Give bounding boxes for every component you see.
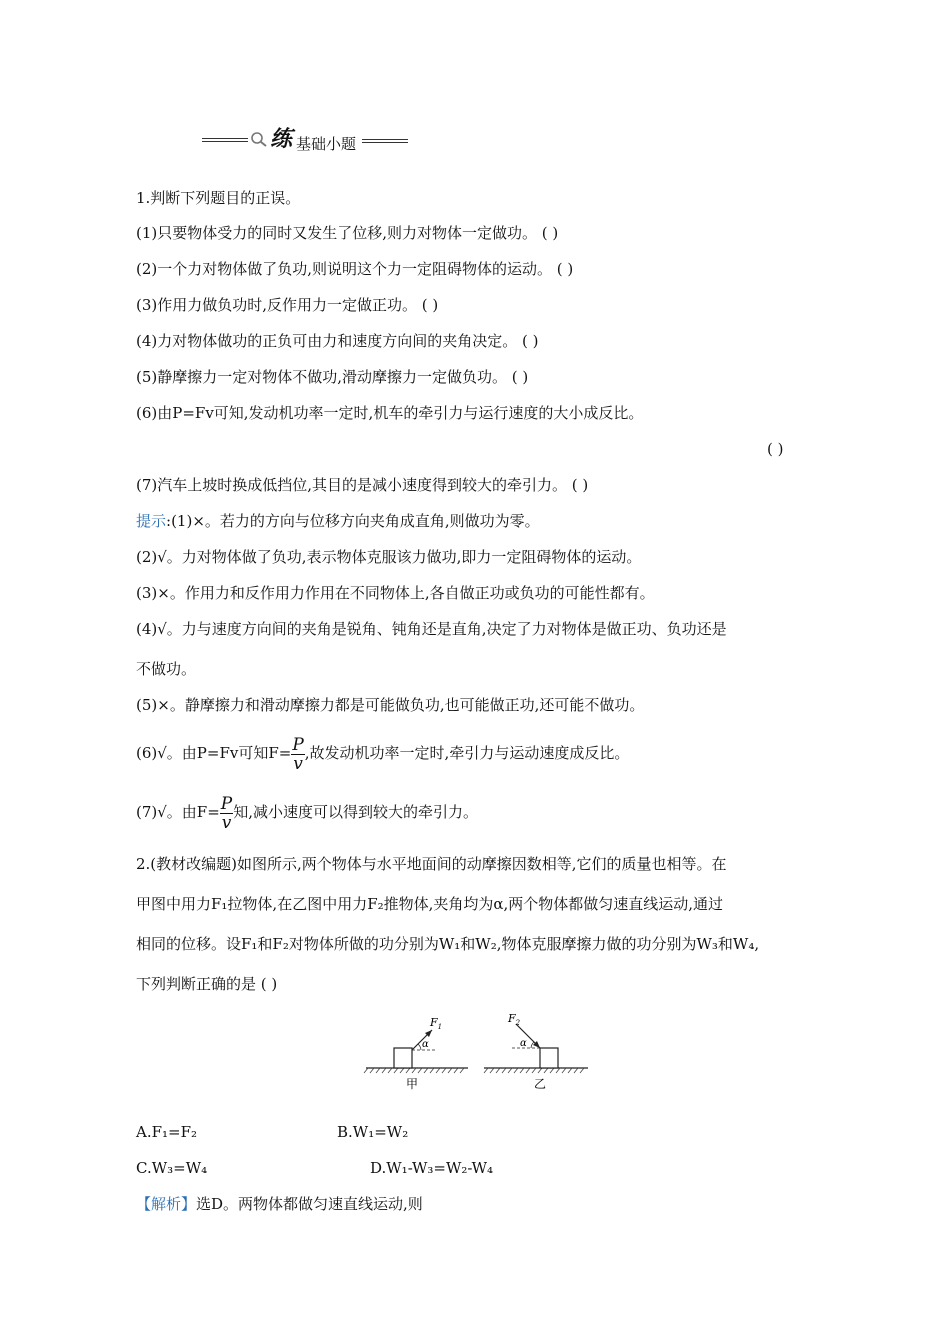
header-rule-right xyxy=(362,139,408,143)
answer-4-line-2: 不做功。 xyxy=(136,660,197,678)
q1-stem: 1.判断下列题目的正误。 xyxy=(136,189,301,207)
label-jia: 甲 xyxy=(406,1077,419,1091)
f1-label-main: F xyxy=(430,1016,438,1029)
answer-5: (5)×。静摩擦力和滑动摩擦力都是可能做负功,也可能做正功,还可能不做功。 xyxy=(136,696,645,714)
q1-item-5: (5)静摩擦力一定对物体不做功,滑动摩擦力一定做负功。 ( ) xyxy=(136,368,529,386)
q1-item-1: (1)只要物体受力的同时又发生了位移,则力对物体一定做功。 ( ) xyxy=(136,224,559,242)
hint-label: 提示 xyxy=(136,512,167,530)
magnifier-icon xyxy=(250,131,268,147)
answer-1-text: :(1)×。若力的方向与位移方向夹角成直角,则做功为零。 xyxy=(166,512,540,530)
alpha-label-yi: α xyxy=(520,1038,527,1049)
option-d: D.W₁-W₃=W₂-W₄ xyxy=(370,1159,494,1177)
label-yi: 乙 xyxy=(534,1077,547,1091)
answer-6-suffix: ,故发动机功率一定时,牵引力与运动速度成反比。 xyxy=(304,744,630,762)
answer-7-prefix: (7)√。由F= xyxy=(136,803,220,821)
fraction-p-over-v xyxy=(220,795,233,832)
q1-item-4: (4)力对物体做功的正负可由力和速度方向间的夹角决定。 ( ) xyxy=(136,332,539,350)
option-a: A.F₁=F₂ xyxy=(136,1123,198,1141)
analysis-text: 选D。两物体都做匀速直线运动,则 xyxy=(196,1195,423,1213)
q2-line-1: 2.(教材改编题)如图所示,两个物体与水平地面间的动摩擦因数相等,它们的质量也相等。在 xyxy=(136,855,727,873)
alpha-label-jia: α xyxy=(422,1039,429,1050)
fraction-numerator: P xyxy=(220,793,233,814)
answer-1 xyxy=(136,511,540,531)
option-b: B.W₁=W₂ xyxy=(337,1123,409,1141)
q1-item-7: (7)汽车上坡时换成低挡位,其目的是减小速度得到较大的牵引力。 ( ) xyxy=(136,476,589,494)
diagram-jia xyxy=(364,1030,468,1073)
answer-2: (2)√。力对物体做了负功,表示物体克服该力做功,即力一定阻碍物体的运动。 xyxy=(136,548,642,566)
q1-item-2: (2)一个力对物体做了负功,则说明这个力一定阻碍物体的运动。 ( ) xyxy=(136,260,574,278)
answer-7-suffix: 知,减小速度可以得到较大的牵引力。 xyxy=(233,803,479,821)
q1-item-6: (6)由P=Fv可知,发动机功率一定时,机车的牵引力与运行速度的大小成反比。 xyxy=(136,404,644,422)
f1-label xyxy=(429,1016,442,1031)
q1-item-6-bracket: ( ) xyxy=(767,440,784,458)
q2-line-3: 相同的位移。设F₁和F₂对物体所做的功分别为W₁和W₂,物体克服摩擦力做的功分别为W₃和W₄, xyxy=(136,935,760,953)
fraction-denominator: v xyxy=(293,753,303,774)
fraction-p-over-v xyxy=(291,736,304,773)
fraction-numerator: P xyxy=(292,734,304,755)
q2-line-2: 甲图中用力F₁拉物体,在乙图中用力F₂推物体,夹角均为α,两个物体都做匀速直线运动,通过 xyxy=(136,895,724,913)
answer-4-line-1: (4)√。力与速度方向间的夹角是锐角、钝角还是直角,决定了力对物体是做正功、负功还是 xyxy=(136,620,727,638)
f2-label-main: F xyxy=(508,1012,516,1025)
q2-line-4: 下列判断正确的是 ( ) xyxy=(136,975,278,993)
q1-item-3: (3)作用力做负功时,反作用力一定做正功。 ( ) xyxy=(136,296,439,314)
diagram-yi xyxy=(484,1024,588,1073)
option-c: C.W₃=W₄ xyxy=(136,1159,208,1177)
practice-glyph: 练 xyxy=(270,126,293,152)
answer-7 xyxy=(136,792,478,832)
fraction-denominator: v xyxy=(221,812,232,833)
analysis-label: 【解析】 xyxy=(136,1195,197,1213)
f1-label-sub: 1 xyxy=(437,1023,443,1031)
analysis xyxy=(136,1194,423,1214)
f2-label-sub: 2 xyxy=(515,1019,521,1027)
answer-3: (3)×。作用力和反作用力作用在不同物体上,各自做正功或负功的可能性都有。 xyxy=(136,584,655,602)
f2-label xyxy=(507,1012,521,1027)
header-rule-left xyxy=(202,138,248,142)
answer-6 xyxy=(136,733,629,773)
answer-6-prefix: (6)√。由P=Fv可知F= xyxy=(136,744,292,762)
header-title: 基础小题 xyxy=(296,135,357,153)
force-diagram xyxy=(362,1010,592,1092)
